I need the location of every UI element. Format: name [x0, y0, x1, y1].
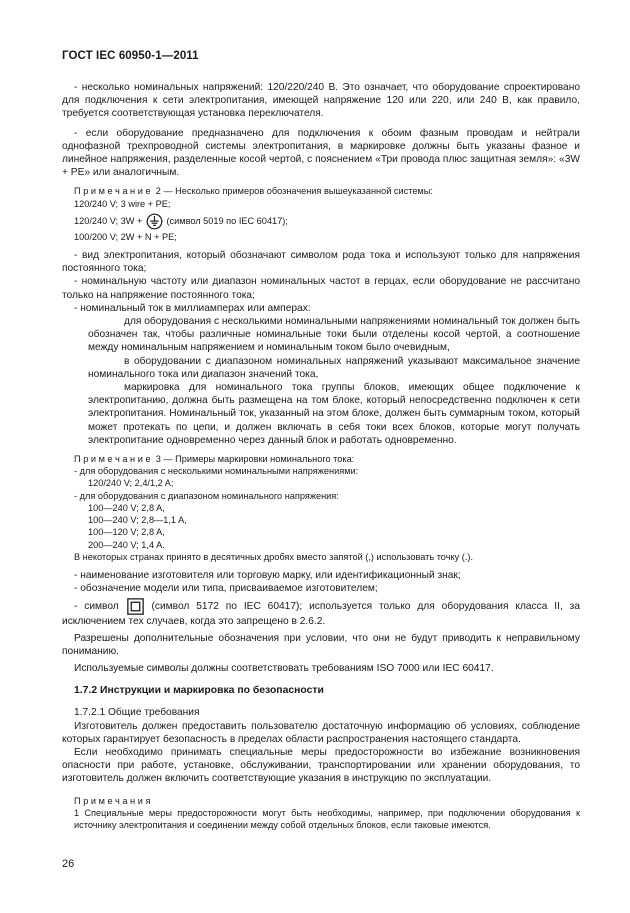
document-header: ГОСТ IEC 60950-1—2011: [62, 50, 199, 62]
note-block: [62, 453, 580, 563]
page-number: 26: [62, 858, 75, 870]
note-text: 1 Специальные меры предосторожности могут быть необходимы, например, при подключении оборудования к источнику электропитания и соединении между собой отдельных блоков, если таковые имеются.: [74, 807, 580, 830]
subsection-heading: 1.7.2.1 Общие требования: [74, 707, 200, 719]
list-subitem: маркировка для номинального тока группы блоков, имеющих общее подключение к электропитанию, должна быть размещена на том блоке, который непосредственно подключен к сети электропитания. Номинальный ток, указанный на этом блоке, должен быть суммарным током, который может протекать по цепи, и должен включать в себя токи всех блоков, которые могут получать электропитание одновременно через данный блок и работать одновременно.: [88, 382, 580, 446]
list-item: - наименование изготовителя или торговую марку, или идентификационный знак;: [74, 569, 461, 581]
list-item: - номинальный ток в миллиамперах или амперах:: [74, 302, 311, 314]
paragraph: Разрешены дополнительные обозначения при условии, что они не будут приводить к неправильному пониманию.: [62, 632, 580, 657]
note-line: 120/240 V; 2,4/1,2 A;: [88, 478, 174, 489]
list-subitem: в оборудовании с диапазоном номинальных напряжений указывают максимальное значение номинального тока или диапазон значений тока,: [88, 355, 580, 380]
note-line: - для оборудования с диапазоном номинального напряжения:: [74, 490, 339, 501]
protective-earth-symbol-icon: [146, 213, 163, 230]
note-line: 200—240 V; 1,4 A.: [88, 539, 165, 550]
note-label: Примечания: [74, 795, 154, 806]
note-line: 120/240 V; 3W +: [74, 215, 143, 226]
note-line: 100—240 V; 2,8 A,: [88, 502, 165, 513]
note-line: (символ 5019 по IEC 60417);: [166, 215, 288, 226]
list-subitem: для оборудования с несколькими номинальными напряжениями номинальный ток должен быть обозначен так, чтобы различные номинальные токи были отделены косой чертой, а соотношение между номинальным напряжением и номинальным током было очевидным,: [88, 316, 580, 354]
double-insulation-symbol-icon: [127, 598, 144, 615]
paragraph: Изготовитель должен предоставить пользователю достаточную информацию об условиях, соблюдение которых гарантирует безопасность в пределах области распространения настоящего стандарта.: [62, 720, 580, 745]
list-item: [62, 598, 580, 628]
note-line: 120/240 V; 3 wire + PE;: [74, 198, 171, 209]
note-line: 100—120 V; 2,8 A,: [88, 527, 165, 538]
note-text: 2 — Несколько примеров обозначения вышеуказанной системы:: [155, 186, 433, 197]
paragraph: - если оборудование предназначено для подключения к обоим фазным проводам и нейтрали однофазной трехпроводной системы электропитания, в маркировке должны быть указаны фазное и линейное напряжения, разделенные косой чертой, с пояснением «Три провода плюс защитная земля»: «3W + PE» или аналогичным.: [62, 127, 580, 179]
list-item: - вид электропитания, который обозначают символом рода тока и используют только для напряжения постоянного тока;: [62, 250, 580, 275]
note-label: Примечание: [74, 454, 154, 465]
note-line: 100—240 V; 2,8—1,1 A,: [88, 515, 187, 526]
note-line: В некоторых странах принято в десятичных дробях вместо запятой (,) использовать точку (.).: [74, 551, 473, 562]
note-line: 100/200 V; 2W + N + PE;: [74, 231, 177, 242]
list-item-text: - символ: [74, 601, 119, 613]
note-text: 3 — Примеры маркировки номинального тока:: [155, 454, 355, 465]
note-block: [62, 185, 580, 243]
paragraph: - несколько номинальных напряжений: 120/220/240 В. Это означает, что оборудование спроектировано для подключения к сети электропитания, имеющей напряжение 120 или 220, или 240 В, как правило, требуется соответствующая установка переключателя.: [62, 82, 580, 120]
paragraph: Используемые символы должны соответствовать требованиям ISO 7000 или IEC 60417.: [74, 662, 494, 674]
paragraph: Если необходимо принимать специальные меры предосторожности во избежание возникновения опасности при работе, установке, обслуживании, транспортировании или хранении оборудования, то изготовитель должен включить соответствующие указания в инструкцию по эксплуатации.: [62, 746, 580, 785]
list-item: - номинальную частоту или диапазон номинальных частот в герцах, если оборудование не рассчитано только на напряжение постоянного тока;: [62, 276, 580, 301]
note-block: [62, 795, 580, 832]
page-body: [62, 81, 580, 831]
section-heading: 1.7.2 Инструкции и маркировка по безопасности: [74, 685, 324, 697]
note-label: Примечание: [74, 186, 154, 197]
list-item-text: (символ 5172 по IEC 60417); используется только для оборудования класса II, за исключением тех случаев, когда это запрещено в 2.6.2.: [62, 601, 580, 628]
list-item: - обозначение модели или типа, присваиваемое изготовителем;: [74, 583, 378, 595]
note-line: - для оборудования с несколькими номинальными напряжениями:: [74, 466, 359, 477]
